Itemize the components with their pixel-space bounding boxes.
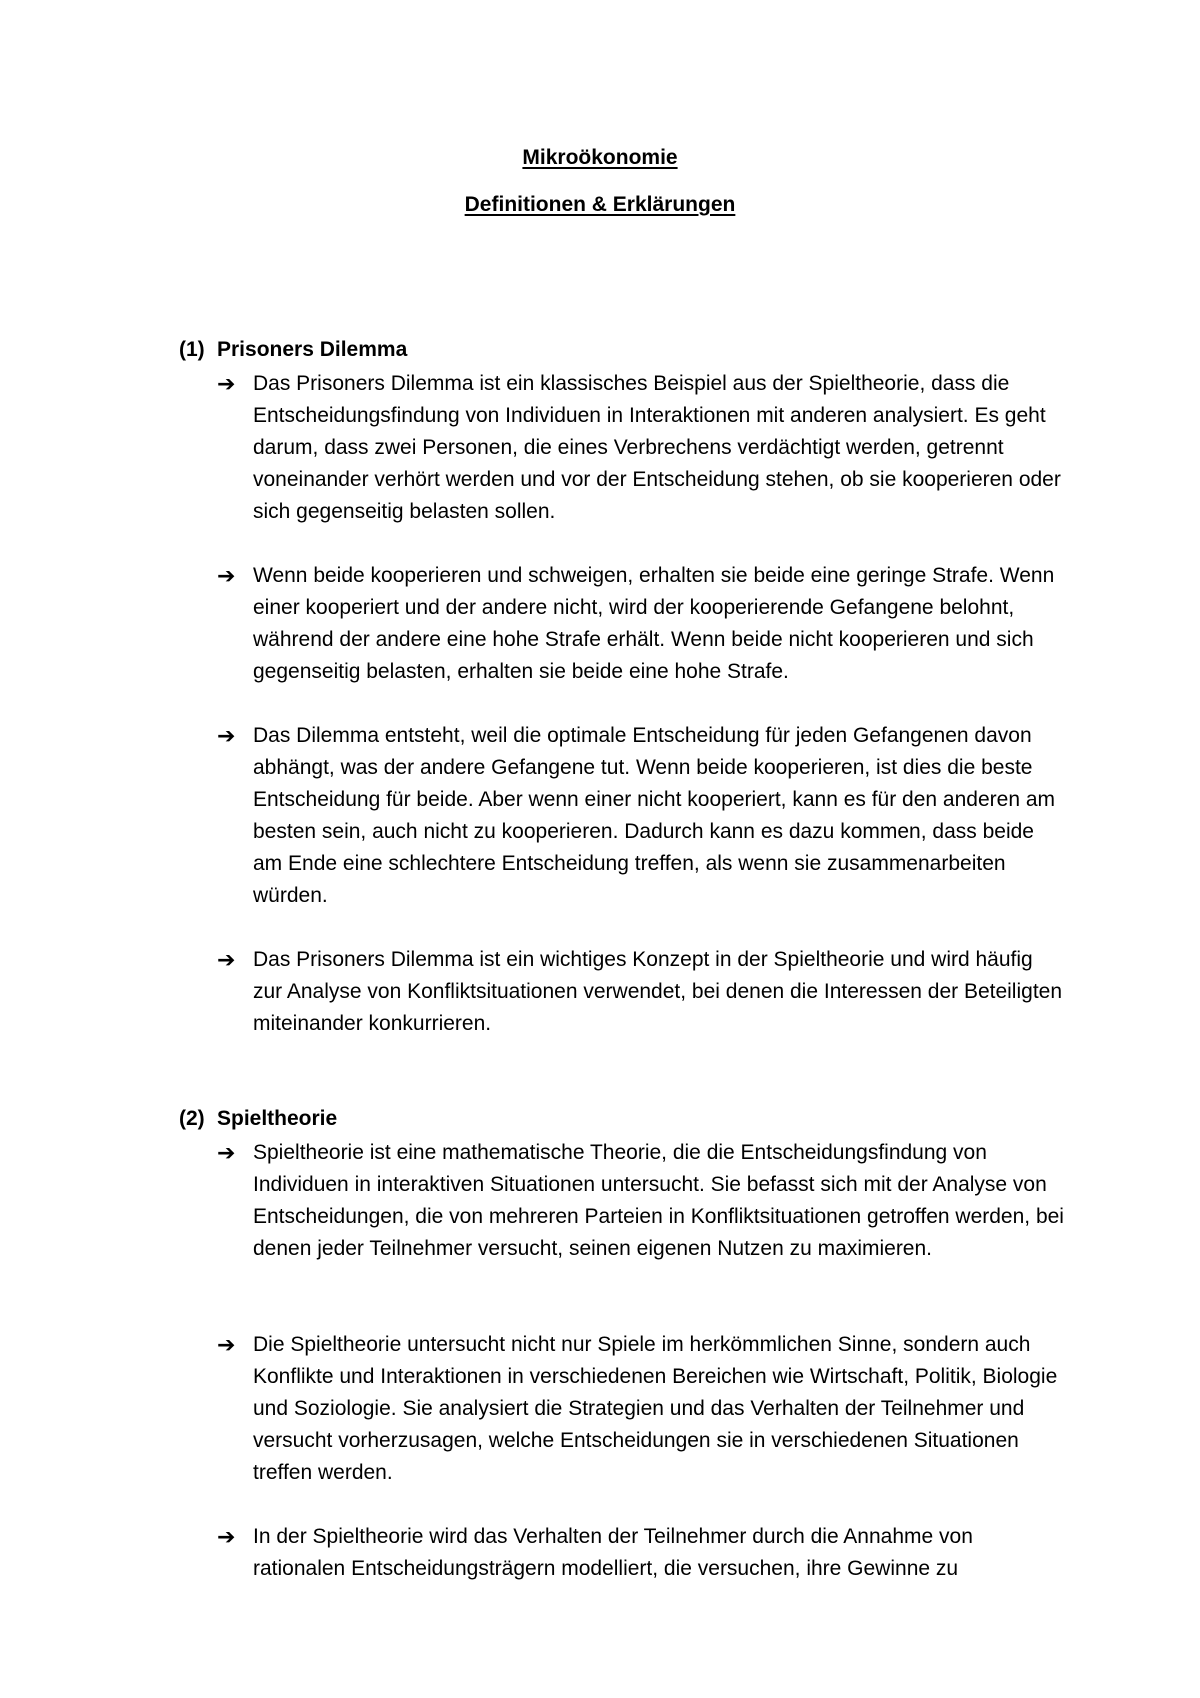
bullet-text: Das Dilemma entsteht, weil die optimale Entscheidung für jeden Gefangenen davon abhängt, was der andere Gefangene tut. Wenn beide kooperieren, ist dies die beste Entscheidung für beide. Aber wenn einer nicht kooperiert, kann es für den anderen am besten sein, auch nicht zu kooperieren. Dadurch kann es dazu kommen, dass beide am Ende eine schlechtere Entscheidung treffen, als wenn sie zusammenarbeiten würden. [253,724,1056,907]
section-heading [179,1105,337,1133]
right-arrow-icon: ➔ [217,371,236,396]
section-title: Spieltheorie [217,1107,338,1130]
bullet-text: Die Spieltheorie untersucht nicht nur Spiele im herkömmlichen Sinne, sondern auch Konflikte und Interaktionen in verschiedenen Bereichen wie Wirtschaft, Politik, Biologie und Soziologie. Sie analysiert die Strategien und das Verhalten der Teilnehmer und versucht vorherzusagen, welche Entscheidungen sie in verschiedenen Situationen treffen werden. [253,1333,1058,1484]
section-number: (1) [179,338,205,361]
right-arrow-icon: ➔ [217,1524,236,1549]
section-number: (2) [179,1107,205,1130]
document-title: Mikroökonomie [522,146,678,169]
right-arrow-icon: ➔ [217,563,236,588]
bullet-text: Das Prisoners Dilemma ist ein klassisches Beispiel aus der Spieltheorie, dass die Entscheidungsfindung von Individuen in Interaktionen mit anderen analysiert. Es geht darum, dass zwei Personen, die eines Verbrechens verdächtigt werden, getrennt voneinander verhört werden und vor der Entscheidung stehen, ob sie kooperieren oder sich gegenseitig belasten sollen. [253,372,1061,523]
section-heading [179,336,407,364]
bullet-text: Spieltheorie ist eine mathematische Theorie, die die Entscheidungsfindung von Individuen in interaktiven Situationen untersucht. Sie befasst sich mit der Analyse von Entscheidungen, die von mehreren Parteien in Konfliktsituationen getroffen werden, bei denen jeder Teilnehmer versucht, seinen eigenen Nutzen zu maximieren. [253,1141,1064,1260]
right-arrow-icon: ➔ [217,1140,236,1165]
bullet-text: Wenn beide kooperieren und schweigen, erhalten sie beide eine geringe Strafe. Wenn einer kooperiert und der andere nicht, wird der kooperierende Gefangene belohnt, während der andere eine hohe Strafe erhält. Wenn beide nicht kooperieren und sich gegenseitig belasten, erhalten sie beide eine hohe Strafe. [253,564,1055,683]
bullet-text: In der Spieltheorie wird das Verhalten der Teilnehmer durch die Annahme von rationalen Entscheidungsträgern modelliert, die versuchen, ihre Gewinne zu [253,1525,973,1580]
document-subtitle: Definitionen & Erklärungen [464,193,736,216]
section-title: Prisoners Dilemma [217,338,408,361]
right-arrow-icon: ➔ [217,723,236,748]
right-arrow-icon: ➔ [217,1332,236,1357]
right-arrow-icon: ➔ [217,947,236,972]
bullet-text: Das Prisoners Dilemma ist ein wichtiges Konzept in der Spieltheorie und wird häufig zur Analyse von Konfliktsituationen verwendet, bei denen die Interessen der Beteiligten miteinander konkurrieren. [253,948,1063,1035]
